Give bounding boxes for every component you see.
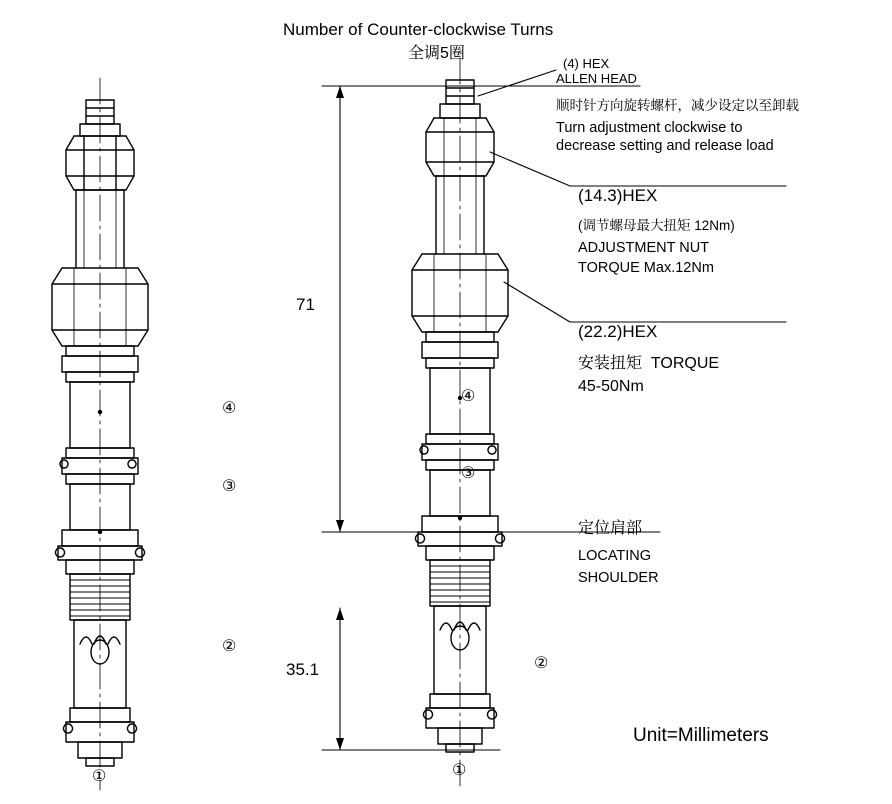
dimension-35-1: 35.1 bbox=[286, 660, 320, 679]
callout-hex-allen-head-line2: ALLEN HEAD bbox=[556, 71, 637, 86]
right-port-label-4: ④ bbox=[461, 388, 476, 405]
callout-adjustment-nut-cn: (调节螺母最大扭矩 12Nm) bbox=[578, 218, 735, 233]
drawing-title: Number of Counter-clockwise Turns bbox=[283, 20, 554, 39]
callout-adjustment-nut-en1: ADJUSTMENT NUT bbox=[578, 240, 710, 256]
callout-turn-adjustment-en1: Turn adjustment clockwise to bbox=[556, 120, 743, 136]
callout-locating-shoulder-cn: 定位肩部 bbox=[578, 520, 643, 537]
left-port-label-2: ② bbox=[222, 638, 237, 655]
left-port-label-3: ③ bbox=[222, 478, 237, 495]
right-port-label-2: ② bbox=[534, 655, 549, 672]
dimension-71: 71 bbox=[296, 295, 315, 314]
right-valve-assembly bbox=[412, 58, 508, 790]
callout-install-torque-value: 45-50Nm bbox=[578, 378, 644, 395]
right-port-label-1: ① bbox=[452, 762, 467, 779]
left-valve-assembly bbox=[52, 78, 148, 790]
callout-hex-allen-head-line1: (4) HEX bbox=[563, 56, 610, 71]
callout-turn-adjustment-en2: decrease setting and release load bbox=[556, 138, 774, 154]
callout-install-torque-cn: 安装扭矩 TORQUE bbox=[578, 355, 720, 372]
callout-locating-shoulder-en1: LOCATING bbox=[578, 548, 652, 564]
left-port-label-1: ① bbox=[92, 768, 107, 785]
right-port-label-3: ③ bbox=[461, 465, 476, 482]
callout-locating-shoulder-en2: SHOULDER bbox=[578, 570, 659, 586]
left-port-label-4: ④ bbox=[222, 400, 237, 417]
callout-install-torque-hex: (22.2)HEX bbox=[578, 322, 658, 341]
unit-note: Unit=Millimeters bbox=[633, 725, 769, 746]
callout-adjustment-nut-hex: (14.3)HEX bbox=[578, 186, 658, 205]
callout-adjustment-nut-en2: TORQUE Max.12Nm bbox=[578, 260, 714, 276]
turns-label-cn: 全调5圈 bbox=[408, 45, 465, 62]
callout-turn-adjustment-cn: 顺时针方向旋转螺杆，减少设定以至卸载 bbox=[556, 98, 799, 113]
